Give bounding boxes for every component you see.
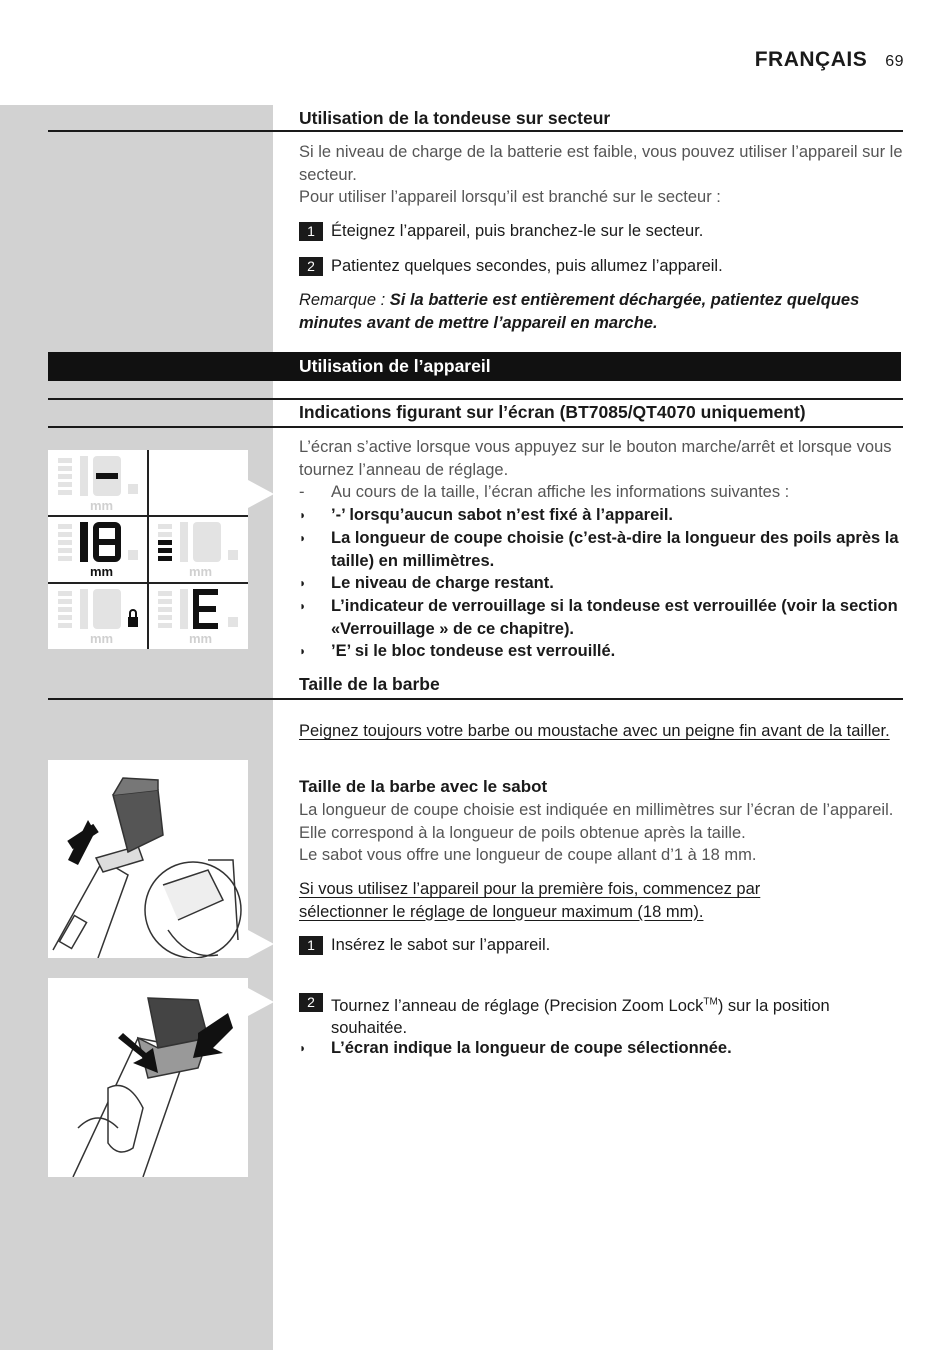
illustration-attach-comb (48, 760, 248, 958)
divider (48, 130, 903, 132)
step-text: Éteignez l’appareil, puis branchez-le sur le secteur. (331, 222, 704, 240)
section-title-use: Utilisation de l’appareil (299, 356, 491, 376)
adjust-ring-hand-icon (48, 978, 248, 1177)
divider (48, 398, 903, 400)
pointer-arrow (248, 480, 274, 508)
lcd-unit: mm (90, 564, 114, 579)
tip: Peignez toujours votre barbe ou moustache avec un peigne fin avant de la tailler. (299, 722, 890, 740)
section-title-display: Indications figurant sur l’écran (BT7085/QT4070 uniquement) (299, 402, 806, 422)
lcd-unit: mm (189, 631, 213, 646)
list-item-text: Le niveau de charge restant. (331, 574, 554, 592)
list-item-text: ’E’ si le bloc tondeuse est verrouillé. (331, 642, 616, 660)
bullet-triangle-icon: ◗ (299, 1041, 307, 1055)
divider (48, 426, 903, 428)
list-item (299, 572, 904, 595)
step-item (299, 934, 904, 957)
step-item (299, 220, 904, 243)
list-item (299, 595, 904, 640)
paragraph: L’écran s’active lorsque vous appuyez sur le bouton marche/arrêt et lorsque vous tournez l’anneau de réglage. (299, 438, 892, 479)
divider (48, 698, 903, 700)
step-number: 2 (299, 257, 323, 276)
bullet-triangle-icon: ◗ (299, 599, 307, 613)
pointer-arrow (248, 988, 274, 1016)
note-text: Si la batterie est entièrement déchargée, patientez quelques minutes avant de mettre l’appareil en marche. (299, 291, 860, 332)
dash-text: Au cours de la taille, l’écran affiche les informations suivantes : (331, 483, 790, 501)
language-label: FRANÇAIS (754, 48, 868, 71)
pointer-arrow (248, 930, 274, 958)
list-item (299, 1037, 904, 1060)
lcd-unit: mm (189, 564, 213, 579)
bullet-triangle-icon: ◗ (299, 531, 307, 545)
page-number: 69 (885, 53, 904, 70)
paragraph: La longueur de coupe choisie est indiquée en millimètres sur l’écran de l’appareil. Elle correspond à la longueur de poils obtenue après la taille. (299, 801, 894, 842)
step-text-part: Tournez l’anneau de réglage (Precision Zoom Lock (331, 996, 704, 1015)
dash-icon: - (299, 483, 305, 501)
step-number: 2 (299, 993, 323, 1012)
list-item-text: La longueur de coupe choisie (c’est-à-dire la longueur des poils après la taille) en millimètres. (331, 529, 899, 570)
section-title-beard: Taille de la barbe (299, 674, 440, 694)
list-item (299, 640, 904, 663)
step-item (299, 255, 904, 278)
step-text-part: ) sur la position souhaitée. (331, 996, 830, 1037)
lcd-unit: mm (90, 498, 114, 513)
list-item (299, 527, 904, 572)
paragraph: Le sabot vous offre une longueur de coupe allant d’1 à 18 mm. (299, 846, 757, 864)
list-item-text: L’écran indique la longueur de coupe sélectionnée. (331, 1039, 732, 1057)
section-title-mains: Utilisation de la tondeuse sur secteur (299, 108, 611, 128)
lcd-unit: mm (90, 631, 114, 646)
step-text: Patientez quelques secondes, puis allumez l’appareil. (331, 257, 723, 275)
step-text: Insérez le sabot sur l’appareil. (331, 936, 551, 954)
paragraph: Si le niveau de charge de la batterie est faible, vous pouvez utiliser l’appareil sur le secteur. (299, 143, 903, 184)
step-text (331, 997, 830, 1038)
lcd-illustration (48, 450, 248, 649)
dash-item (299, 481, 904, 504)
note (299, 289, 904, 334)
page-header (755, 48, 904, 72)
list-item-text: ’-’ lorsqu’aucun sabot n’est fixé à l’appareil. (331, 506, 674, 524)
lcd-grid-icon (48, 450, 248, 649)
trimmer-comb-icon (48, 760, 248, 958)
step-number: 1 (299, 936, 323, 955)
list-item (299, 504, 904, 527)
paragraph: Pour utiliser l’appareil lorsqu’il est branché sur le secteur : (299, 188, 721, 206)
illustration-turn-ring (48, 978, 248, 1177)
first-use-note: Si vous utilisez l’appareil pour la première fois, commencez par sélectionner le réglage de longueur maximum (18 mm). (299, 880, 761, 921)
list-item-text: L’indicateur de verrouillage si la tondeuse est verrouillée (voir la section «Verrouillage » de ce chapitre). (331, 597, 898, 638)
bullet-triangle-icon: ◗ (299, 644, 307, 658)
bullet-triangle-icon: ◗ (299, 576, 307, 590)
bullet-triangle-icon: ◗ (299, 508, 307, 522)
step-item (299, 991, 904, 1040)
note-label: Remarque : (299, 291, 390, 309)
step-number: 1 (299, 222, 323, 241)
section-bar (48, 352, 901, 381)
trademark: TM (703, 996, 718, 1007)
subsection-title: Taille de la barbe avec le sabot (299, 777, 548, 796)
